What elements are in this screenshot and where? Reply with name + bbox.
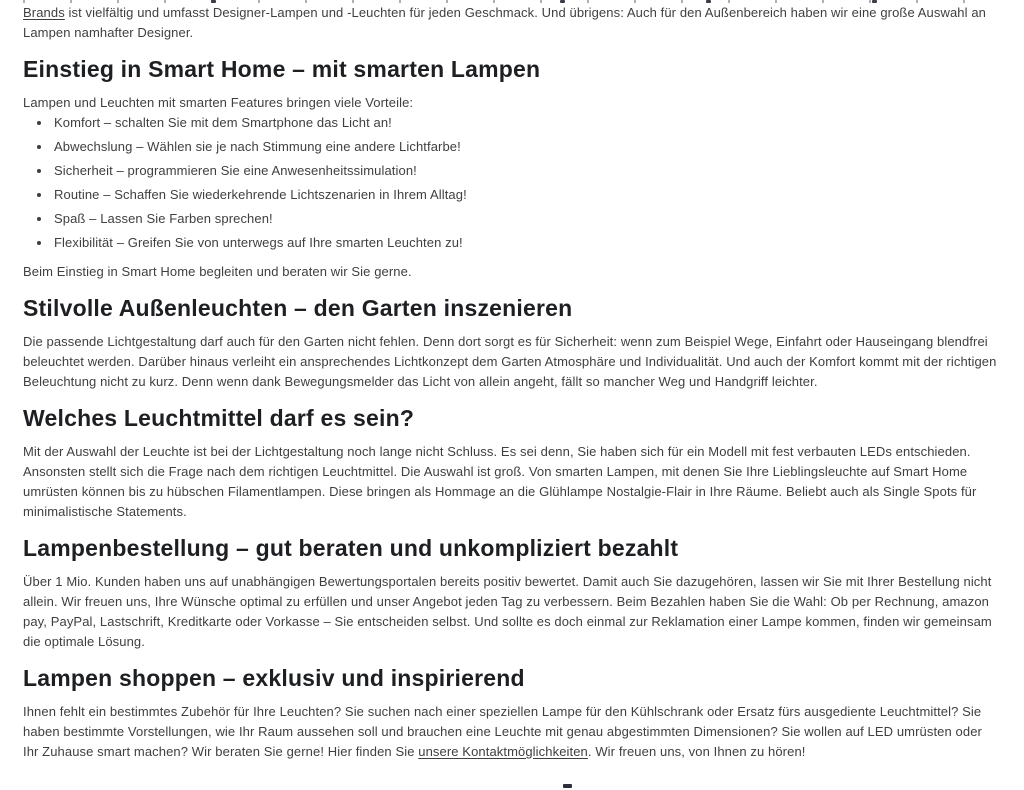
bestellung-paragraph: Über 1 Mio. Kunden haben uns auf unabhängigen Bewertungsportalen bereits positiv bewertet. Damit auch Sie dazugehören, lassen wir Sie mit Ihrer Bestellung nicht allein. Wir freuen uns, Ihre Wünsche optimal zu erfüllen und unser Angebot jeden Tag zu verbessern. Beim Bezahlen haben Sie die Wahl: Ob per Rechnung, amazon pay, PayPal, Lastschrift, Kreditkarte oder Vorkasse – Sie entscheiden selbst. Und sollte es doch einmal zur Reklamation einer Lampe kommen, finden wir gemeinsam die optimale Lösung. [23, 574, 992, 649]
shoppen-text-after: . Wir freuen uns, von Ihnen zu hören! [587, 744, 806, 759]
outdoor-heading: Stilvolle Außenleuchten – den Garten inszenieren [23, 295, 573, 321]
leuchtmittel-heading: Welches Leuchtmittel darf es sein? [23, 405, 415, 431]
brands-intro-text: ist vielfältig und umfasst Designer-Lampen und -Leuchten für jeden Geschmack. Und übrigens: Auch für den Außenbereich haben wir eine große Auswahl an Lampen namhafter Designer. [23, 5, 986, 40]
smart-home-benefits-list [23, 113, 1001, 253]
section-shoppen [23, 665, 1001, 762]
list-item: • Flexibilität – Greifen Sie von unterwegs auf Ihre smarten Leuchten zu! [52, 233, 1001, 253]
section-leuchtmittel [23, 405, 1001, 522]
list-item: • Komfort – schalten Sie mit dem Smartphone das Licht an! [52, 113, 1001, 133]
outdoor-paragraph: Die passende Lichtgestaltung darf auch für den Garten nicht fehlen. Denn dort sorgt es für Sicherheit: wenn zum Beispiel Wege, Einfahrt oder Hauseingang blendfrei beleuchtet werden. Darüber hinaus verleiht ein ansprechendes Lichtkonzept dem Garten Atmosphäre und Individualität. Und auch der Komfort kommt mit der richtigen Beleuchtung nicht zu kurz. Denn wenn dank Bewegungsmelder das Licht von allein angeht, fällt so mancher Weg und Handgriff leichter. [23, 334, 997, 389]
leuchtmittel-paragraph: Mit der Auswahl der Leuchte ist bei der Lichtgestaltung noch lange nicht Schluss. Es sei denn, Sie haben sich für ein Modell mit fest verbauten LEDs entschieden. Ansonsten stellt sich die Frage nach dem richtigen Leuchtmittel. Die Auswahl ist groß. Von smarten Lampen, mit denen Sie Ihre Lieblingsleuchte auf Smart Home umrüsten können bis zu hübschen Filamentlampen. Diese bringen als Hommage an die Glühlampe Nostalgie-Flair in Ihre Räume. Beliebt auch als Single Spots für minimalistische Statements. [23, 444, 977, 519]
shoppen-heading: Lampen shoppen – exklusiv und inspirierend [23, 665, 525, 691]
shoppen-paragraph [23, 702, 1001, 762]
section-smart-home [23, 56, 1001, 282]
shoppen-text-before: Ihnen fehlt ein bestimmtes Zubehör für Ihre Leuchten? Sie suchen nach einer speziellen Lampe für den Kühlschrank oder Ersatz fürs ausgediente Leuchtmittel? Sie haben bestimmte Vorstellungen, wie Ihr Raum aussehen soll und brauchen eine Leuchte mit genau abgestimmten Dimensionen? Sie wollen auf LED umrüsten oder Ihr Zuhause smart machen? Wir beraten Sie gerne! Hier finden Sie [23, 704, 982, 759]
brands-link[interactable]: Brands [23, 5, 65, 20]
list-item: • Routine – Schaffen Sie wiederkehrende Lichtszenarien in Ihrem Alltag! [52, 185, 1001, 205]
list-item: • Abwechslung – Wählen sie je nach Stimmung eine andere Lichtfarbe! [52, 137, 1001, 157]
bestellung-heading: Lampenbestellung – gut beraten und unkompliziert bezahlt [23, 535, 679, 561]
list-item: • Spaß – Lassen Sie Farben sprechen! [52, 209, 1001, 229]
kontakt-link[interactable]: unsere Kontaktmöglichkeiten [418, 744, 588, 759]
section-bestellung [23, 535, 1001, 652]
smart-home-heading: Einstieg in Smart Home – mit smarten Lampen [23, 56, 541, 82]
smart-home-intro: Lampen und Leuchten mit smarten Features bringen viele Vorteile: [23, 95, 414, 110]
list-item: • Sicherheit – programmieren Sie eine Anwesenheitssimulation! [52, 161, 1001, 181]
brands-intro-paragraph [23, 3, 1001, 43]
smart-home-outro: Beim Einstieg in Smart Home begleiten und beraten wir Sie gerne. [23, 264, 412, 279]
clipped-content-bottom [563, 784, 572, 788]
section-outdoor [23, 295, 1001, 392]
